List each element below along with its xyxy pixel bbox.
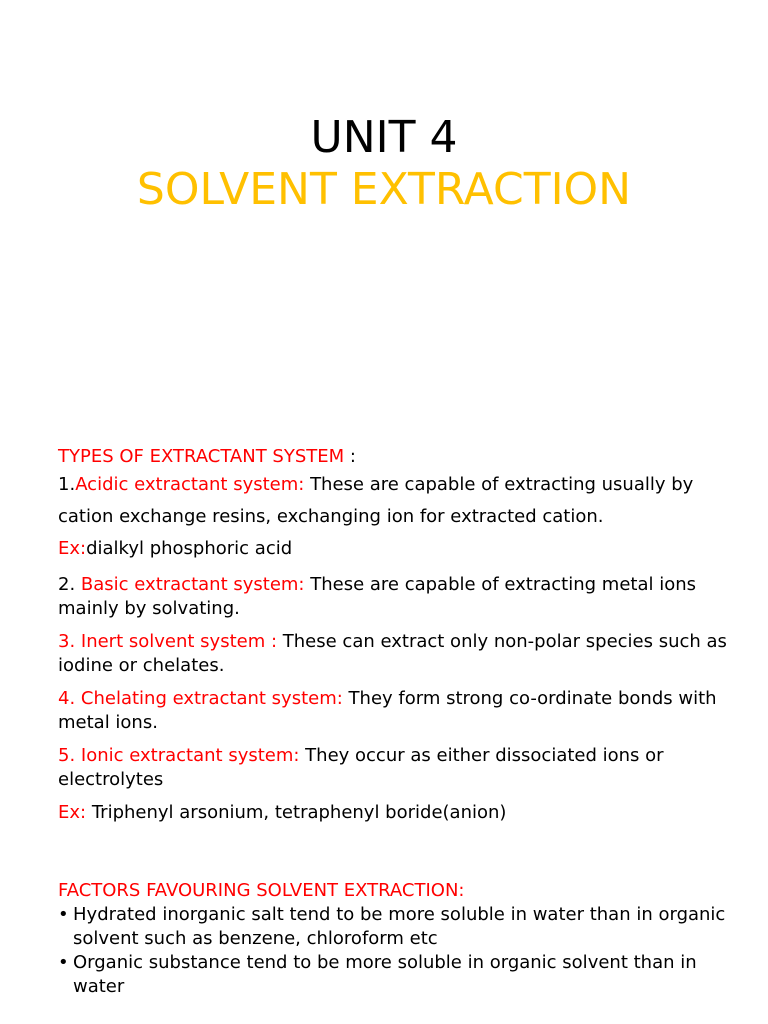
item-chelating-text: They form strong co-ordinate bonds with metal ions. [58,688,717,733]
item-acidic-number: 1. [58,474,76,495]
unit-title: UNIT 4 [310,112,458,163]
item-ionic [58,744,738,792]
item-basic-number: 2. [58,574,81,595]
item-acidic-text-line2: cation exchange resins, exchanging ion for extracted cation. [58,506,604,527]
item-inert-label: 3. Inert solvent system : [58,631,278,652]
types-heading-label: TYPES OF EXTRACTANT SYSTEM [58,446,345,467]
item-acidic-text-line1: These are capable of extracting usually by [304,474,694,495]
item-basic [58,573,738,621]
item-basic-label: Basic extractant system: [80,574,305,595]
item-acidic [58,469,738,533]
factor-bullet-1: • Hydrated inorganic salt tend to be more soluble in water than in organic solvent such as benzene, chloroform etc [58,903,738,951]
example-ionic-label: Ex: [58,802,87,823]
example-acidic-label: Ex: [58,538,87,559]
example-acidic [58,533,738,565]
example-acidic-text: dialkyl phosphoric acid [86,538,293,559]
item-ionic-text: They occur as either dissociated ions or electrolytes [58,745,664,790]
slide-content [58,445,738,999]
item-chelating [58,687,738,735]
item-inert-text: These can extract only non-polar species such as iodine or chelates. [58,631,727,676]
example-ionic [58,801,738,825]
subject-title: SOLVENT EXTRACTION [136,164,632,215]
factor-bullet-2: • Organic substance tend to be more soluble in organic solvent than in water [58,951,738,999]
title-block [0,112,768,216]
item-ionic-label: 5. Ionic extractant system: [58,745,300,766]
item-chelating-label: 4. Chelating extractant system: [58,688,343,709]
types-heading-suffix: : [344,446,356,467]
item-acidic-label: Acidic extractant system: [75,474,305,495]
factors-heading: FACTORS FAVOURING SOLVENT EXTRACTION: [58,880,465,901]
item-basic-text: These are capable of extracting metal ions mainly by solvating. [58,574,697,619]
item-inert [58,630,738,678]
types-heading [58,445,738,469]
example-ionic-text: Triphenyl arsonium, tetraphenyl boride(anion) [86,802,507,823]
